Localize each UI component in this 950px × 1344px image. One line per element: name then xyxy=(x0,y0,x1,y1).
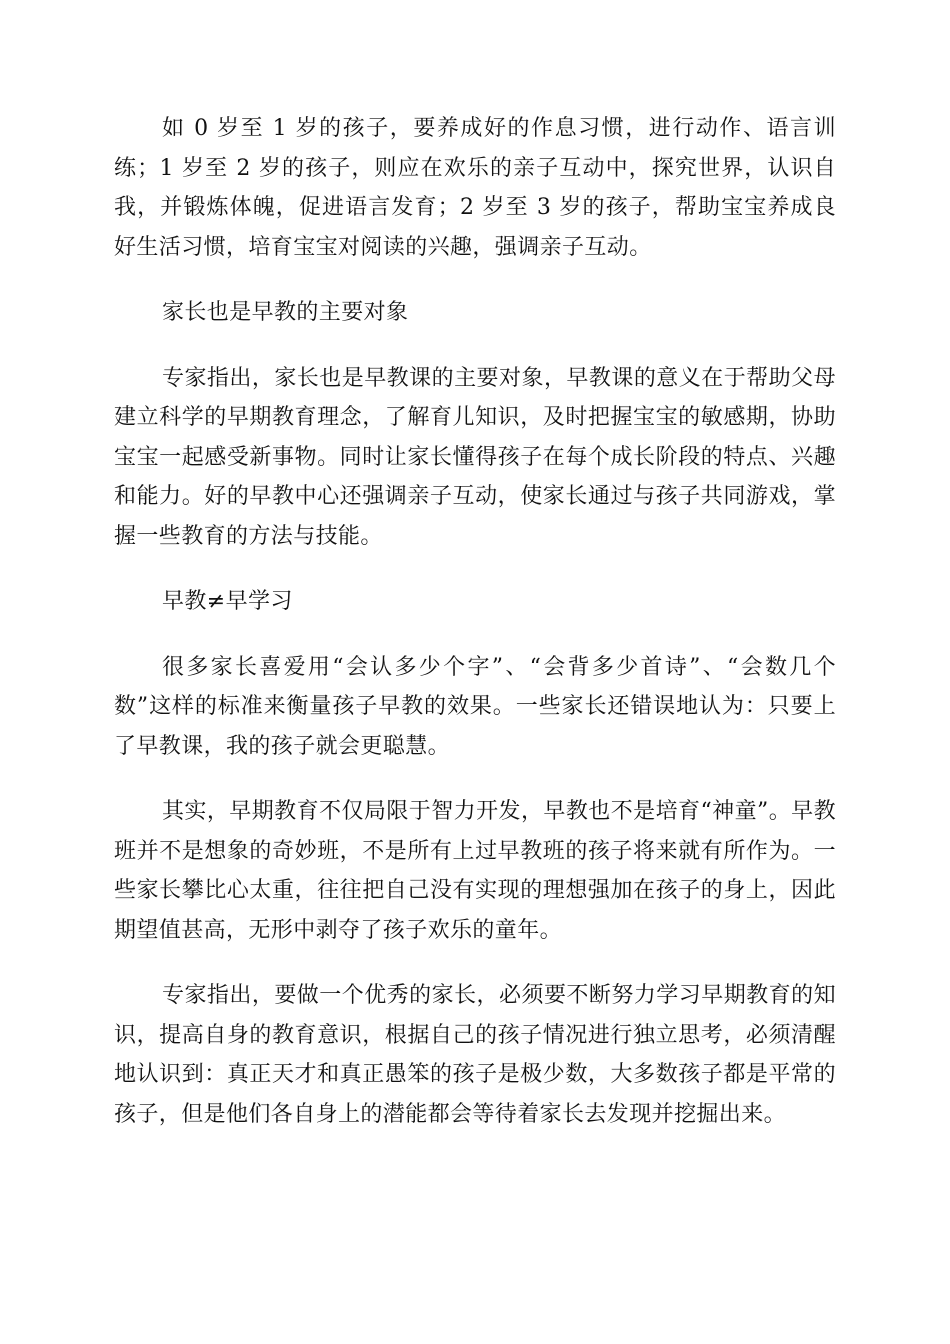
paragraph-parents-role: 专家指出，家长也是早教课的主要对象，早教课的意义在于帮助父母建立科学的早期教育理念，了解育儿知识，及时把握宝宝的敏感期，协助宝宝一起感受新事物。同时让家长懂得孩子在每个成长阶段的特点、兴趣和能力。好的早教中心还强调亲子互动，使家长通过与孩子共同游戏，掌握一些教育的方法与技能。 xyxy=(114,365,836,549)
document-page xyxy=(114,109,836,1160)
paragraph-not-genius-training: 其实，早期教育不仅局限于智力开发，早教也不是培育“神童”。早教班并不是想象的奇妙班，不是所有上过早教班的孩子将来就有所作为。一些家长攀比心太重，往往把自己没有实现的理想强加在孩子的身上，因此期望值甚高，无形中剥夺了孩子欢乐的童年。 xyxy=(114,799,836,943)
paragraph-age-stages: 如 0 岁至 1 岁的孩子，要养成好的作息习惯，进行动作、语言训练；1 岁至 2 岁的孩子，则应在欢乐的亲子互动中，探究世界，认识自我，并锻炼体魄，促进语言发育；2 岁至 3 岁的孩子，帮助宝宝养成良好生活习惯，培育宝宝对阅读的兴趣，强调亲子互动。 xyxy=(114,116,836,260)
paragraph-parent-expectations: 很多家长喜爱用“会认多少个字”、“会背多少首诗”、“会数几个数”这样的标准来衡量孩子早教的效果。一些家长还错误地认为：只要上了早教课，我的孩子就会更聪慧。 xyxy=(114,654,836,759)
section-heading-parents: 家长也是早教的主要对象 xyxy=(162,300,409,325)
paragraph-expert-advice: 专家指出，要做一个优秀的家长，必须要不断努力学习早期教育的知识，提高自身的教育意识，根据自己的孩子情况进行独立思考，必须清醒地认识到：真正天才和真正愚笨的孩子是极少数，大多数孩子都是平常的孩子，但是他们各自身上的潜能都会等待着家长去发现并挖掘出来。 xyxy=(114,983,836,1127)
section-heading-early-education: 早教≠早学习 xyxy=(162,589,293,614)
